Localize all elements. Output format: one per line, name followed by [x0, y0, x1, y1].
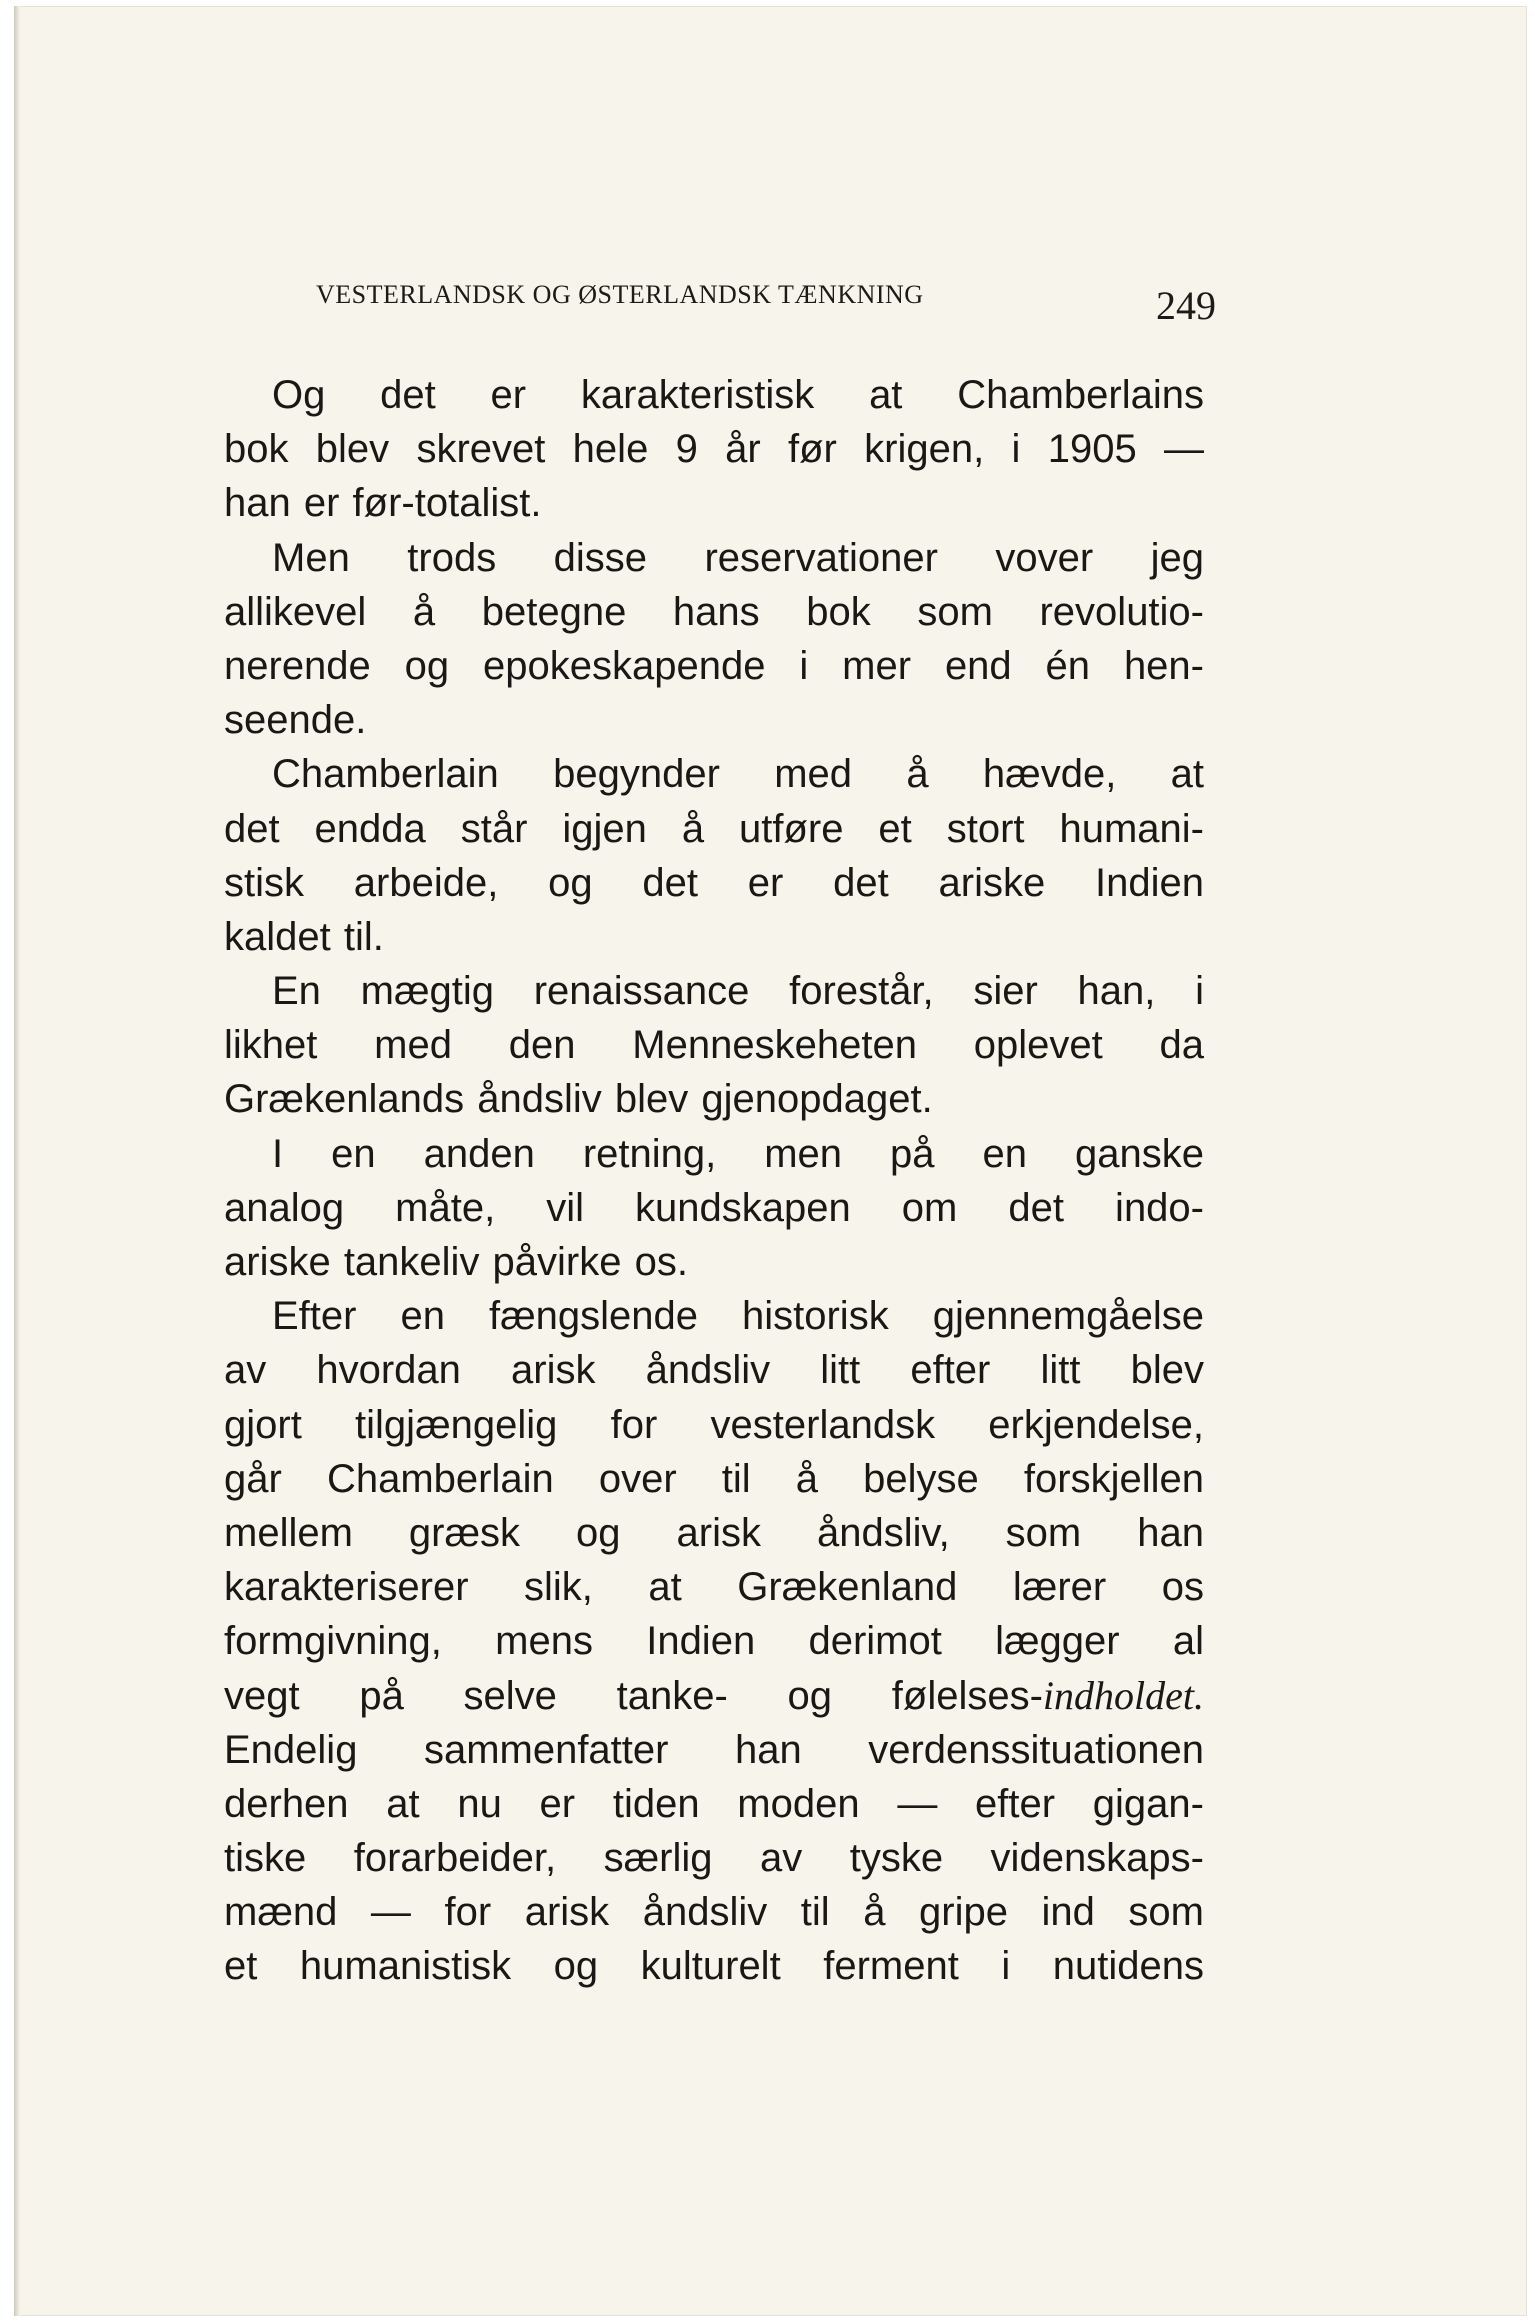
text-line-content: mellem græsk og arisk åndsliv, som han	[224, 1510, 1204, 1555]
text-line-content: vegt på selve tanke- og følelses-	[224, 1673, 1043, 1718]
text-line	[224, 1831, 1204, 1885]
text-line-content: kaldet til.	[224, 914, 384, 959]
text-line-content: Grækenlands åndsliv blev gjenopdaget.	[224, 1077, 933, 1122]
text-line-content: Men trods disse reservationer vover jeg	[272, 535, 1204, 580]
text-line-content: derhen at nu er tiden moden — efter gigan-	[224, 1781, 1204, 1826]
text-line	[224, 1506, 1204, 1560]
running-head: VESTERLANDSK OG ØSTERLANDSK TÆNKNING	[316, 280, 924, 309]
text-line	[224, 368, 1204, 422]
text-line-content: Efter en fængslende historisk gjennemgåelse	[272, 1294, 1204, 1339]
text-line-content: gjort tilgjængelig for vesterlandsk erkjendelse,	[224, 1402, 1204, 1447]
text-line-content: Og det er karakteristisk at Chamberlains	[272, 373, 1204, 417]
page-edge-shadow	[14, 6, 20, 2316]
text-line-content: formgivning, mens Indien derimot lægger al	[224, 1619, 1204, 1664]
text-line-content: allikevel å betegne hans bok som revolutio-	[224, 589, 1204, 634]
text-line-content: stisk arbeide, og det er det ariske Indien	[224, 860, 1204, 905]
text-line	[224, 1289, 1204, 1343]
italic-emphasis: indholdet.	[1042, 1672, 1204, 1718]
text-line	[224, 1343, 1204, 1397]
text-line-content: mænd — for arisk åndsliv til å gripe ind som	[224, 1890, 1204, 1935]
text-line	[224, 1181, 1204, 1235]
text-line	[224, 1885, 1204, 1939]
page-header	[316, 280, 1216, 340]
text-line	[224, 856, 1204, 910]
text-line	[224, 1614, 1204, 1668]
text-line	[224, 1669, 1204, 1723]
text-line-content: likhet med den Menneskeheten oplevet da	[224, 1023, 1204, 1068]
text-line	[224, 1018, 1204, 1072]
page-number: 249	[1156, 283, 1216, 328]
text-line-content: det endda står igjen å utføre et stort humani-	[224, 806, 1204, 851]
text-line	[224, 1127, 1204, 1181]
text-line	[224, 1560, 1204, 1614]
text-line-content: et humanistisk og kulturelt ferment i nutidens	[224, 1944, 1204, 1989]
text-line-content: ariske tankeliv påvirke os.	[224, 1240, 688, 1284]
text-line	[224, 910, 1204, 964]
text-line	[224, 1072, 1204, 1126]
text-line-content: av hvordan arisk åndsliv litt efter litt blev	[224, 1348, 1204, 1393]
text-line	[224, 476, 1204, 530]
text-line-content: analog måte, vil kundskapen om det indo-	[224, 1185, 1204, 1230]
text-line-content: tiske forarbeider, særlig av tyske videnskaps-	[224, 1836, 1204, 1881]
text-line	[224, 693, 1204, 747]
text-line-content: han er før-totalist.	[224, 481, 542, 526]
text-line-content: bok blev skrevet hele 9 år før krigen, i 1905 —	[224, 427, 1204, 472]
text-line-content: karakteriserer slik, at Grækenland lærer os	[224, 1565, 1204, 1610]
text-line	[224, 964, 1204, 1018]
text-line	[224, 1235, 1204, 1289]
text-line-content: I en anden retning, men på en ganske	[272, 1131, 1204, 1176]
text-line	[224, 1398, 1204, 1452]
text-line-content: Endelig sammenfatter han verdenssituationen	[224, 1727, 1204, 1772]
text-line-content: En mægtig renaissance forestår, sier han, i	[272, 969, 1204, 1014]
text-line-content: går Chamberlain over til å belyse forskjellen	[224, 1456, 1204, 1501]
text-line	[224, 1939, 1204, 1993]
text-line	[224, 802, 1204, 856]
text-line	[224, 1777, 1204, 1831]
text-line	[224, 531, 1204, 585]
text-line	[224, 1452, 1204, 1506]
body-text	[224, 368, 1204, 1994]
text-line	[224, 639, 1204, 693]
text-line	[224, 1723, 1204, 1777]
text-line-content: seende.	[224, 698, 367, 743]
text-line	[224, 422, 1204, 476]
text-line	[224, 585, 1204, 639]
text-line-content: nerende og epokeskapende i mer end én hen-	[224, 643, 1204, 688]
text-line	[224, 747, 1204, 801]
text-line-content: Chamberlain begynder med å hævde, at	[272, 752, 1204, 797]
